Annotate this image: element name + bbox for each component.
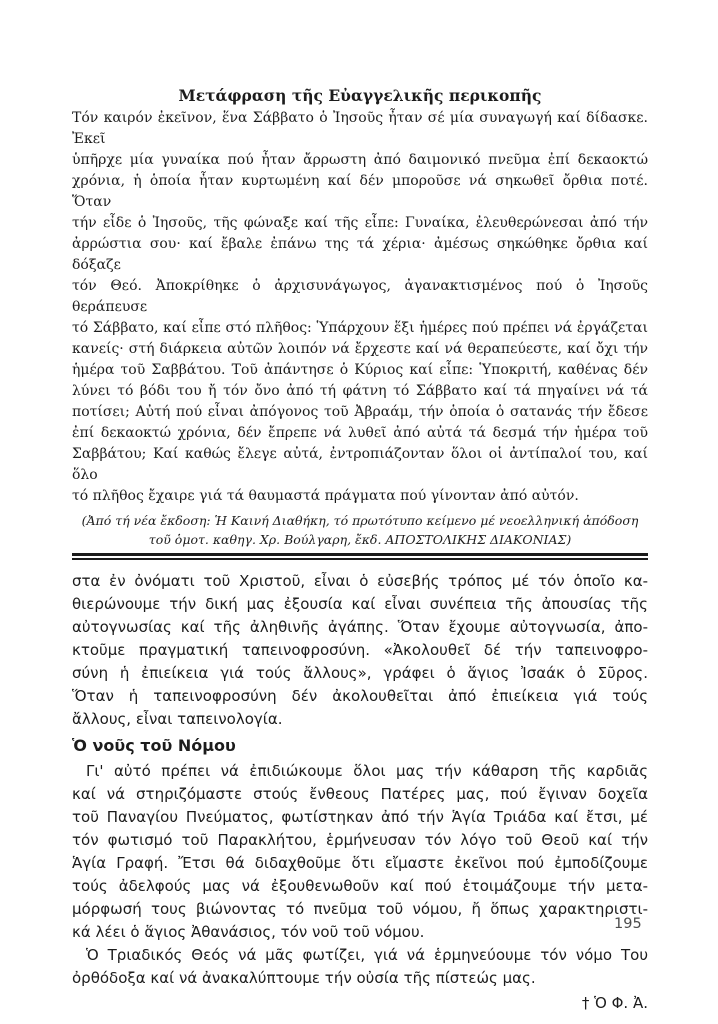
text-line: τόν φωτισμό τοῦ Παρακλήτου, ἑρμήνευσαν τόν λόγο τοῦ Θεοῦ καί τήν — [72, 831, 648, 849]
gospel-section — [72, 86, 648, 549]
text-line: Τόν καιρόν ἐκεῖνον, ἕνα Σάββατο ὁ Ἰησοῦς ἦταν σέ μία συναγωγή καί δίδασκε. Ἐκεῖ — [72, 110, 648, 147]
gospel-body-paragraph — [72, 108, 648, 507]
text-line: σύνη ἡ ἐπιείκεια γιά τούς ἄλλους», γράφει ὁ ἅγιος Ἰσαάκ ὁ Σῦρος. — [72, 664, 648, 682]
gospel-attribution — [72, 511, 648, 549]
text-line: στα ἐν ὀνόματι τοῦ Χριστοῦ, εἶναι ὁ εὐσεβής τρόπος μέ τόν ὁποῖο κα- — [72, 572, 648, 590]
text-line: καί νά στηριζόμαστε στούς ἔνθεους Πατέρες μας, πού ἔγιναν δοχεῖα — [72, 785, 648, 803]
text-line: ὀρθόδοξα καί νά ἀνακαλύπτουμε τήν οὐσία τῆς πίστεώς μας. — [72, 969, 536, 987]
text-line: τό Σάββατο, καί εἶπε στό πλῆθος: Ὑπάρχουν ἕξι ἡμέρες πού πρέπει νά ἐργάζεται — [72, 320, 648, 336]
author-signature: † Ὁ Φ. Ἀ. — [581, 994, 648, 1012]
text-line: Γι' αὐτό πρέπει νά ἐπιδιώκουμε ὅλοι μας τήν κάθαρση τῆς καρδιᾶς — [86, 762, 648, 780]
text-line: (Ἀπό τή νέα ἔκδοση: Ἡ Καινή Διαθήκη, τό πρωτότυπο κείμενο μέ νεοελληνική ἀπόδοση — [81, 513, 639, 528]
page-number: 195 — [614, 916, 642, 932]
article-heading: Ὁ νοῦς τοῦ Νόμου — [72, 736, 236, 755]
text-line: Ἁγία Γραφή. Ἔτσι θά διδαχθοῦμε ὅτι εἴμαστε ἐκεῖνοι πού ἐμποδίζουμε — [72, 854, 648, 872]
text-line: τόν Θεό. Ἀποκρίθηκε ὁ ἀρχισυνάγωγος, ἀγανακτισμένος πού ὁ Ἰησοῦς θεράπευσε — [72, 278, 648, 315]
gospel-title: Μετάφραση τῆς Εὐαγγελικῆς περικοπῆς — [178, 86, 542, 105]
text-line: λύνει τό βόδι του ἤ τόν ὄνο ἀπό τή φάτνη τό Σάββατο καί τά πηγαίνει νά τά — [72, 383, 648, 399]
text-line: τήν εἶδε ὁ Ἰησοῦς, τῆς φώναξε καί τῆς εἶπε: Γυναίκα, ἐλευθερώνεσαι ἀπό τήν — [72, 215, 648, 231]
text-line: κτοῦμε πραγματική ταπεινοφροσύνη. «Ἀκολουθεῖ δέ τήν ταπεινοφρο- — [72, 641, 648, 659]
article-paragraph-3 — [72, 944, 648, 990]
text-line: ἄλλους, εἶναι ταπεινολογία. — [72, 710, 283, 728]
text-line: ἐπί δεκαοκτώ χρόνια, δέν ἔπρεπε νά λυθεῖ ἀπό αὐτά τά δεσμά τήν ἡμέρα τοῦ — [72, 425, 648, 441]
article-paragraph-2 — [72, 760, 648, 944]
text-line: ποτίσει; Αὐτή πού εἶναι ἀπόγονος τοῦ Ἀβραάμ, τήν ὁποία ὁ σατανάς τήν ἔδεσε — [72, 404, 648, 420]
text-line: Ὅταν ἡ ταπεινοφροσύνη δέν ἀκολουθεῖται ἀπό ἐπιείκεια γιά τούς — [72, 687, 648, 705]
text-line: αὐτογνωσίας καί τῆς ἀληθινῆς ἀγάπης. Ὅταν ἔχουμε αὐτογνωσία, ἀπο- — [72, 618, 648, 636]
text-line: θιερώνουμε τήν δική μας ἐξουσία καί εἶναι συνέπεια τῆς ἀπουσίας τῆς — [72, 595, 648, 613]
article-paragraph-1 — [72, 570, 648, 731]
article-section — [72, 570, 648, 1015]
text-line: μόρφωσή τους βιώνοντας τό πνεῦμα τοῦ νόμου, ἤ ὅπως χαρακτηριστι- — [72, 900, 648, 918]
text-line: τοῦ Παναγίου Πνεύματος, φωτίστηκαν ἀπό τήν Ἁγία Τριάδα καί ἔτσι, μέ — [72, 808, 648, 826]
text-line: ἀρρώστια σου· καί ἔβαλε ἐπάνω της τά χέρια· ἀμέσως σηκώθηκε ὄρθια καί δόξαζε — [72, 236, 648, 273]
text-line: κά λέει ὁ ἅγιος Ἀθανάσιος, τόν νοῦ τοῦ νόμου. — [72, 923, 425, 941]
text-line: κανείς· στή διάρκεια αὐτῶν λοιπόν νά ἔρχεστε καί νά θεραπεύεστε, καί ὄχι τήν — [72, 341, 648, 357]
text-line: χρόνια, ἡ ὁποία ἦταν κυρτωμένη καί δέν μποροῦσε νά σηκωθεῖ ὄρθια ποτέ. Ὅταν — [72, 173, 648, 210]
text-line: τούς ἀδελφούς μας νά ἐξουθενωθοῦν καί πού ἑτοιμάζουμε τήν μετα- — [72, 877, 648, 895]
text-line: ὑπῆρχε μία γυναίκα πού ἦταν ἄρρωστη ἀπό δαιμονικό πνεῦμα ἐπί δεκαοκτώ — [72, 152, 648, 168]
section-divider-rule — [72, 553, 648, 560]
text-line: τοῦ ὁμοτ. καθηγ. Χρ. Βούλγαρη, ἔκδ. ΑΠΟΣΤΟΛΙΚΗΣ ΔΙΑΚΟΝΙΑΣ) — [148, 532, 572, 547]
text-line: Σαββάτου; Καί καθώς ἔλεγε αὐτά, ἐντροπιάζονταν ὅλοι οἱ ἀντίπαλοί του, καί ὅλο — [72, 446, 648, 483]
text-line: τό πλῆθος ἔχαιρε γιά τά θαυμαστά πράγματα πού γίνονταν ἀπό αὐτόν. — [72, 488, 579, 504]
text-line: ἡμέρα τοῦ Σαββάτου. Τοῦ ἀπάντησε ὁ Κύριος καί εἶπε: Ὑποκριτή, καθένας δέν — [72, 362, 648, 378]
content-column — [72, 86, 648, 1015]
text-line: Ὁ Τριαδικός Θεός νά μᾶς φωτίζει, γιά νά ἑρμηνεύουμε τόν νόμο Του — [86, 946, 648, 964]
